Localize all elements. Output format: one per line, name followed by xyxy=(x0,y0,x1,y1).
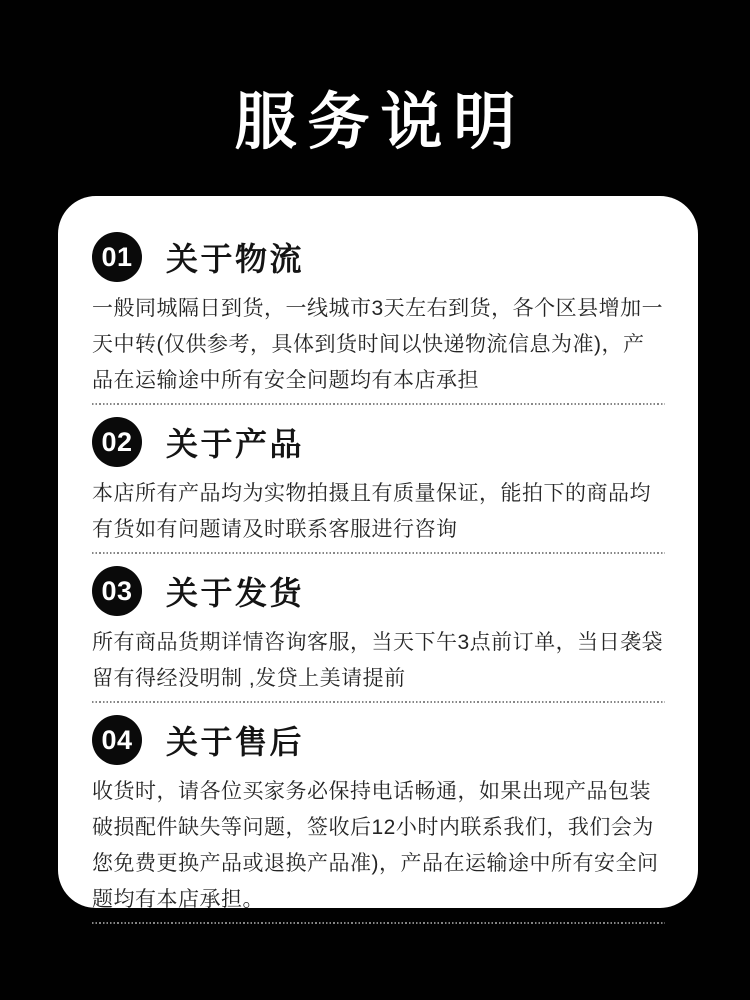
section-body: 一般同城隔日到货，一线城市3天左右到货，各个区县增加一天中转(仅供参考，具体到货时间以快递物流信息为准)，产品在运输途中所有安全问题均有本店承担 xyxy=(92,297,664,392)
number-badge xyxy=(92,417,142,467)
service-section-shipping xyxy=(92,566,665,704)
service-card xyxy=(58,196,698,911)
number-badge xyxy=(92,715,142,765)
badge-number: 03 xyxy=(101,575,133,606)
section-body: 本店所有产品均为实物拍摄且有质量保证，能拍下的商品均有货如有问题请及时联系客服进行咨询 xyxy=(92,482,651,541)
service-section-logistics xyxy=(92,232,665,406)
dotted-divider xyxy=(92,403,665,406)
section-heading: 关于物流 xyxy=(166,241,305,277)
section-body: 收货时，请各位买家务必保持电话畅通，如果出现产品包装破损配件缺失等问题，签收后12小时内联系我们，我们会为您免费更换产品或退换产品准)，产品在运输途中所有安全问题均有本店承担。 xyxy=(92,780,659,911)
section-heading: 关于产品 xyxy=(166,426,305,462)
section-heading: 关于售后 xyxy=(166,724,305,760)
number-badge xyxy=(92,232,142,282)
section-header xyxy=(92,566,665,616)
page-title: 服务说明 xyxy=(234,88,527,157)
badge-number: 01 xyxy=(101,241,133,272)
number-badge xyxy=(92,566,142,616)
section-heading: 关于发货 xyxy=(166,575,305,611)
badge-number: 02 xyxy=(101,426,133,457)
badge-number: 04 xyxy=(101,724,133,755)
section-header xyxy=(92,715,665,765)
service-section-aftersale xyxy=(92,715,665,925)
section-body: 所有商品货期详情咨询客服，当天下午3点前订单，当日袭袋留有得经没明制 ,发贷上美请提前 xyxy=(92,631,664,690)
dotted-divider xyxy=(92,552,665,555)
section-header xyxy=(92,417,665,467)
service-section-product xyxy=(92,417,665,555)
dotted-divider xyxy=(92,701,665,704)
dotted-divider xyxy=(92,922,665,925)
section-header xyxy=(92,232,665,282)
